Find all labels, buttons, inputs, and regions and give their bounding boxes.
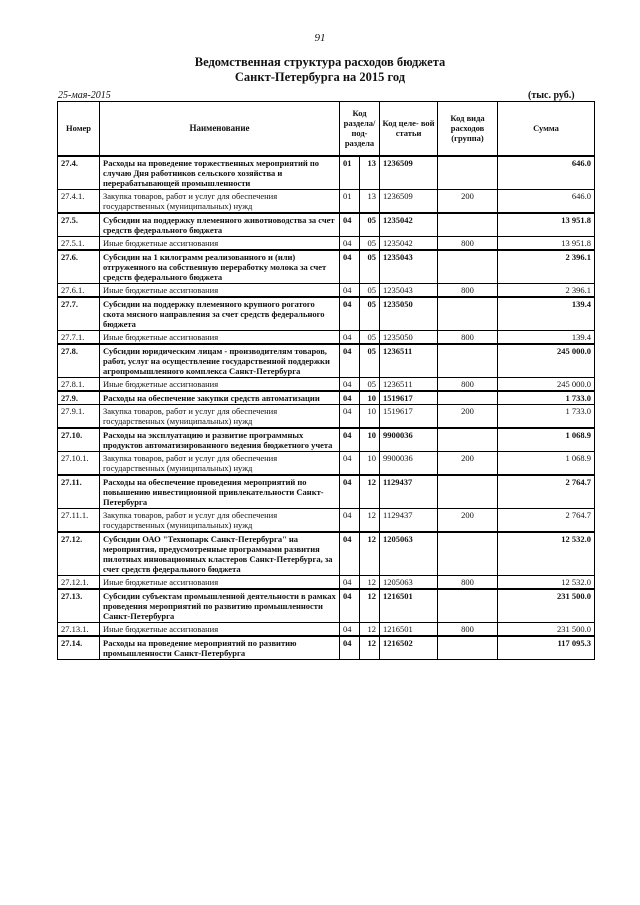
row-sum: 245 000.0: [498, 344, 595, 378]
row-sum: 139.4: [498, 297, 595, 331]
row-section-code: 04: [340, 475, 360, 509]
row-name: Расходы на эксплуатацию и развитие программных продуктов автоматизированного ведения бюджетного учета: [100, 428, 340, 452]
row-name: Иные бюджетные ассигнования: [100, 236, 340, 250]
row-name: Субсидии ОАО "Технопарк Санкт-Петербурга" на мероприятия, предусмотренные программами развития пилотных инновационных кластеров Санкт-Петербурга, за счет средств федерального бюджета: [100, 532, 340, 576]
row-number: 27.10.: [58, 428, 100, 452]
row-article-code: 1236509: [380, 156, 438, 190]
row-name: Иные бюджетные ассигнования: [100, 575, 340, 589]
row-sum: 1 733.0: [498, 404, 595, 428]
row-expense-type: [438, 213, 498, 237]
row-section-code: 04: [340, 213, 360, 237]
row-article-code: 1236511: [380, 344, 438, 378]
row-number: 27.6.: [58, 250, 100, 284]
row-expense-type: [438, 344, 498, 378]
row-subsection-code: 05: [360, 377, 380, 391]
table-row: [58, 428, 595, 452]
table-header-row: [58, 102, 595, 156]
row-sum: 1 068.9: [498, 451, 595, 475]
row-section-code: 04: [340, 622, 360, 636]
row-expense-type: 200: [438, 451, 498, 475]
row-article-code: 1129437: [380, 475, 438, 509]
row-subsection-code: 12: [360, 589, 380, 623]
row-expense-type: 800: [438, 330, 498, 344]
row-article-code: 1235042: [380, 236, 438, 250]
row-expense-type: 800: [438, 575, 498, 589]
row-sum: 117 095.3: [498, 636, 595, 660]
row-name: Закупка товаров, работ и услуг для обеспечения государственных (муниципальных) нужд: [100, 508, 340, 532]
row-name: Иные бюджетные ассигнования: [100, 377, 340, 391]
row-sum: 646.0: [498, 189, 595, 213]
row-article-code: 1205063: [380, 575, 438, 589]
row-expense-type: 200: [438, 189, 498, 213]
page-number: 91: [314, 32, 326, 44]
row-article-code: 1235050: [380, 297, 438, 331]
row-subsection-code: 12: [360, 622, 380, 636]
row-section-code: 01: [340, 156, 360, 190]
table-row: [58, 508, 595, 532]
row-name: Закупка товаров, работ и услуг для обеспечения государственных (муниципальных) нужд: [100, 404, 340, 428]
row-section-code: 04: [340, 404, 360, 428]
row-expense-type: 800: [438, 377, 498, 391]
row-subsection-code: 05: [360, 330, 380, 344]
row-number: 27.14.: [58, 636, 100, 660]
row-article-code: 9900036: [380, 451, 438, 475]
row-expense-type: [438, 636, 498, 660]
row-sum: 245 000.0: [498, 377, 595, 391]
header-section: Код раздела/ под- раздела: [340, 102, 380, 156]
row-expense-type: 200: [438, 404, 498, 428]
row-subsection-code: 05: [360, 213, 380, 237]
row-article-code: 1236511: [380, 377, 438, 391]
header-name: Наименование: [100, 102, 340, 156]
table-row: [58, 330, 595, 344]
row-section-code: 04: [340, 532, 360, 576]
table-row: [58, 189, 595, 213]
row-section-code: 04: [340, 377, 360, 391]
row-subsection-code: 10: [360, 428, 380, 452]
row-sum: 12 532.0: [498, 532, 595, 576]
row-expense-type: [438, 391, 498, 405]
table-row: [58, 589, 595, 623]
row-sum: 12 532.0: [498, 575, 595, 589]
row-expense-type: [438, 428, 498, 452]
row-article-code: 1519617: [380, 404, 438, 428]
row-subsection-code: 05: [360, 250, 380, 284]
table-row: [58, 283, 595, 297]
row-name: Субсидии на 1 килограмм реализованного и (или) отгруженного на собственную переработку молока за счет средств федерального бюджета: [100, 250, 340, 284]
row-expense-type: [438, 589, 498, 623]
row-number: 27.11.: [58, 475, 100, 509]
table-row: [58, 451, 595, 475]
row-subsection-code: 13: [360, 156, 380, 190]
row-article-code: 1235043: [380, 283, 438, 297]
table-row: [58, 344, 595, 378]
table-row: [58, 475, 595, 509]
row-article-code: 1205063: [380, 532, 438, 576]
table-row: [58, 575, 595, 589]
header-number: Номер: [58, 102, 100, 156]
row-section-code: 04: [340, 283, 360, 297]
table-row: [58, 250, 595, 284]
row-article-code: 9900036: [380, 428, 438, 452]
row-name: Расходы на обеспечение закупки средств автоматизации: [100, 391, 340, 405]
row-sum: 2 764.7: [498, 475, 595, 509]
row-name: Субсидии юридическим лицам - производителям товаров, работ, услуг на осуществление государственной поддержки агропромышленного комплекса Санкт-Петербурга: [100, 344, 340, 378]
row-subsection-code: 05: [360, 236, 380, 250]
row-number: 27.5.1.: [58, 236, 100, 250]
row-number: 27.6.1.: [58, 283, 100, 297]
row-number: 27.4.: [58, 156, 100, 190]
budget-table: [57, 101, 595, 660]
row-number: 27.8.: [58, 344, 100, 378]
row-sum: 231 500.0: [498, 622, 595, 636]
row-section-code: 04: [340, 297, 360, 331]
row-subsection-code: 05: [360, 297, 380, 331]
header-article: Код целе- вой статьи: [380, 102, 438, 156]
table-body: [58, 156, 595, 660]
row-subsection-code: 12: [360, 475, 380, 509]
row-expense-type: 200: [438, 508, 498, 532]
row-article-code: 1216501: [380, 589, 438, 623]
row-name: Расходы на обеспечение проведения мероприятий по повышению инвестиционной привлекательности Санкт-Петербурга: [100, 475, 340, 509]
row-name: Иные бюджетные ассигнования: [100, 622, 340, 636]
row-subsection-code: 10: [360, 451, 380, 475]
row-article-code: 1235050: [380, 330, 438, 344]
document-title: [0, 55, 640, 85]
row-number: 27.9.1.: [58, 404, 100, 428]
row-name: Субсидии на поддержку племенного животноводства за счет средств федерального бюджета: [100, 213, 340, 237]
title-line-1: Ведомственная структура расходов бюджета: [194, 55, 446, 69]
row-name: Закупка товаров, работ и услуг для обеспечения государственных (муниципальных) нужд: [100, 451, 340, 475]
row-name: Расходы на проведение мероприятий по развитию промышленности Санкт-Петербурга: [100, 636, 340, 660]
row-sum: 646.0: [498, 156, 595, 190]
table-row: [58, 391, 595, 405]
row-article-code: 1129437: [380, 508, 438, 532]
row-expense-type: 800: [438, 283, 498, 297]
row-sum: 2 396.1: [498, 250, 595, 284]
row-subsection-code: 12: [360, 575, 380, 589]
table-row: [58, 404, 595, 428]
row-number: 27.7.1.: [58, 330, 100, 344]
document-date: 25-мая-2015: [58, 90, 111, 101]
row-section-code: 04: [340, 575, 360, 589]
row-number: 27.7.: [58, 297, 100, 331]
row-name: Иные бюджетные ассигнования: [100, 283, 340, 297]
table-row: [58, 297, 595, 331]
row-name: Расходы на проведение торжественных мероприятий по случаю Дня работников сельского хозяйства и перерабатывающей промышленности: [100, 156, 340, 190]
row-section-code: 04: [340, 391, 360, 405]
row-article-code: 1216502: [380, 636, 438, 660]
table-row: [58, 636, 595, 660]
row-number: 27.12.: [58, 532, 100, 576]
row-sum: 139.4: [498, 330, 595, 344]
row-expense-type: [438, 250, 498, 284]
row-section-code: 04: [340, 508, 360, 532]
row-subsection-code: 05: [360, 344, 380, 378]
table-row: [58, 532, 595, 576]
row-article-code: 1216501: [380, 622, 438, 636]
row-number: 27.8.1.: [58, 377, 100, 391]
row-name: Субсидии субъектам промышленной деятельности в рамках проведения мероприятий по развитию промышленности Санкт-Петербурга: [100, 589, 340, 623]
table-row: [58, 377, 595, 391]
row-name: Иные бюджетные ассигнования: [100, 330, 340, 344]
row-subsection-code: 13: [360, 189, 380, 213]
row-expense-type: [438, 156, 498, 190]
table-row: [58, 156, 595, 190]
row-expense-type: [438, 475, 498, 509]
units-label: (тыс. руб.): [528, 90, 575, 101]
row-section-code: 01: [340, 189, 360, 213]
header-sum: Сумма: [498, 102, 595, 156]
row-article-code: 1235042: [380, 213, 438, 237]
row-subsection-code: 12: [360, 508, 380, 532]
header-expense-type: Код вида расходов (группа): [438, 102, 498, 156]
row-expense-type: 800: [438, 622, 498, 636]
table-row: [58, 236, 595, 250]
table-row: [58, 213, 595, 237]
title-line-2: Санкт-Петербурга на 2015 год: [234, 70, 406, 84]
row-article-code: 1236509: [380, 189, 438, 213]
row-number: 27.11.1.: [58, 508, 100, 532]
row-subsection-code: 05: [360, 283, 380, 297]
row-subsection-code: 10: [360, 404, 380, 428]
row-number: 27.13.: [58, 589, 100, 623]
row-section-code: 04: [340, 636, 360, 660]
row-expense-type: [438, 532, 498, 576]
row-name: Субсидии на поддержку племенного крупного рогатого скота мясного направления за счет средств федерального бюджета: [100, 297, 340, 331]
row-subsection-code: 12: [360, 636, 380, 660]
table-row: [58, 622, 595, 636]
row-section-code: 04: [340, 236, 360, 250]
row-sum: 1 733.0: [498, 391, 595, 405]
row-section-code: 04: [340, 428, 360, 452]
row-article-code: 1235043: [380, 250, 438, 284]
row-sum: 2 396.1: [498, 283, 595, 297]
row-section-code: 04: [340, 451, 360, 475]
row-subsection-code: 12: [360, 532, 380, 576]
row-number: 27.5.: [58, 213, 100, 237]
row-sum: 13 951.8: [498, 213, 595, 237]
row-number: 27.13.1.: [58, 622, 100, 636]
row-expense-type: 800: [438, 236, 498, 250]
row-section-code: 04: [340, 344, 360, 378]
row-number: 27.10.1.: [58, 451, 100, 475]
row-sum: 2 764.7: [498, 508, 595, 532]
row-section-code: 04: [340, 589, 360, 623]
row-expense-type: [438, 297, 498, 331]
row-number: 27.9.: [58, 391, 100, 405]
row-sum: 231 500.0: [498, 589, 595, 623]
row-section-code: 04: [340, 330, 360, 344]
row-article-code: 1519617: [380, 391, 438, 405]
row-number: 27.4.1.: [58, 189, 100, 213]
row-sum: 1 068.9: [498, 428, 595, 452]
row-number: 27.12.1.: [58, 575, 100, 589]
row-sum: 13 951.8: [498, 236, 595, 250]
row-name: Закупка товаров, работ и услуг для обеспечения государственных (муниципальных) нужд: [100, 189, 340, 213]
row-subsection-code: 10: [360, 391, 380, 405]
row-section-code: 04: [340, 250, 360, 284]
